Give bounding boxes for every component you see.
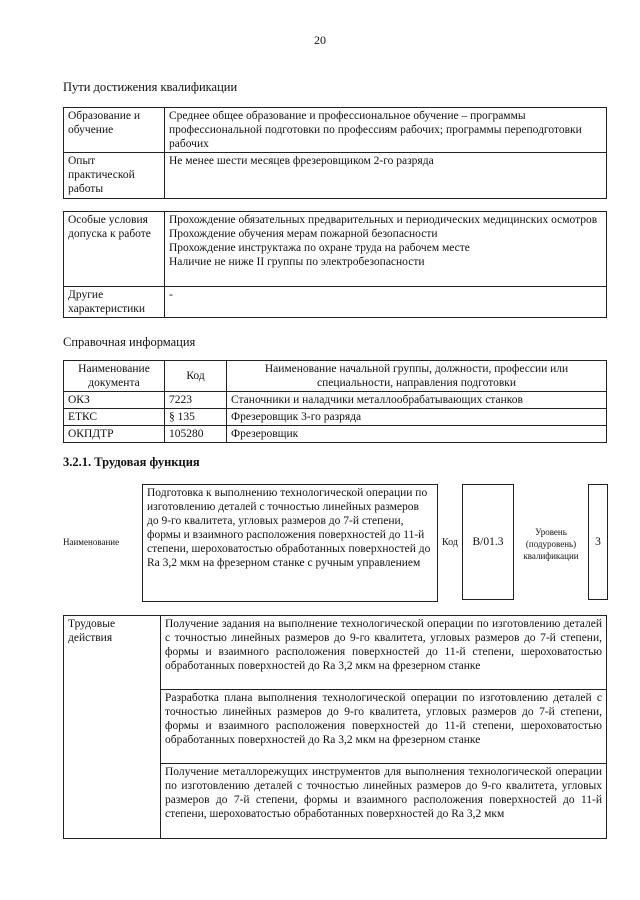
col-header-document: Наименование документа bbox=[64, 361, 165, 392]
ref-doc: ОКПДТР bbox=[64, 426, 165, 443]
table-row bbox=[64, 153, 607, 199]
labor-actions-table bbox=[63, 615, 607, 839]
education-label: Образование и обучение bbox=[64, 108, 165, 153]
ref-code: § 135 bbox=[165, 409, 227, 426]
reference-heading: Справочная информация bbox=[63, 335, 196, 349]
education-value: Среднее общее образование и профессиональное обучение – программы профессиональной подготовки по профессиям рабочих; программы переподготовки рабочих bbox=[165, 108, 607, 153]
table-row bbox=[64, 409, 607, 426]
level-box: 3 bbox=[588, 484, 608, 600]
other-characteristics-label: Другие характеристики bbox=[64, 287, 165, 318]
labor-function-heading: 3.2.1. Трудовая функция bbox=[63, 455, 200, 469]
table-row bbox=[64, 392, 607, 409]
ref-code: 7223 bbox=[165, 392, 227, 409]
condition-line: Наличие не ниже II группы по электробезопасности bbox=[169, 256, 425, 268]
special-conditions-value bbox=[165, 212, 607, 287]
labor-actions-label: Трудовые действия bbox=[64, 616, 161, 839]
admission-table bbox=[63, 211, 607, 318]
experience-value: Не менее шести месяцев фрезеровщиком 2-го разряда bbox=[165, 153, 607, 199]
table-row bbox=[64, 212, 607, 287]
condition-line: Прохождение инструктажа по охране труда на рабочем месте bbox=[169, 242, 470, 254]
ref-doc: ЕТКС bbox=[64, 409, 165, 426]
reference-table bbox=[63, 360, 607, 443]
table-header-row bbox=[64, 361, 607, 392]
table-row bbox=[64, 287, 607, 318]
code-label: Код bbox=[442, 537, 458, 548]
labor-action: Получение задания на выполнение технологической операции по изготовлению деталей с точностью линейных размеров до 9-го квалитета, угловых размеров до 7-й степени, формы и взаимного расположения поверхностей до 11-й степени, шероховатостью обработанных поверхностей до Ra 3,2 мкм на фрезерном станке bbox=[161, 616, 607, 690]
ref-name: Фрезеровщик bbox=[227, 426, 607, 443]
name-label: Наименование bbox=[63, 537, 120, 547]
page-number: 20 bbox=[314, 33, 326, 47]
qualification-paths-table bbox=[63, 107, 607, 199]
ref-doc: ОКЗ bbox=[64, 392, 165, 409]
table-row bbox=[64, 108, 607, 153]
ref-name: Фрезеровщик 3-го разряда bbox=[227, 409, 607, 426]
table-row bbox=[64, 616, 607, 690]
labor-action: Разработка плана выполнения технологической операции по изготовлению деталей с точностью линейных размеров до 9-го квалитета, угловых размеров до 7-й степени, формы и взаимного расположения поверхностей до 11-й степени, шероховатостью обработанных поверхностей до Ra 3,2 мкм на фрезерном станке bbox=[161, 690, 607, 764]
level-label: Уровень (подуровень) квалификации bbox=[523, 527, 579, 561]
qualification-paths-heading: Пути достижения квалификации bbox=[63, 80, 238, 94]
experience-label: Опыт практической работы bbox=[64, 153, 165, 199]
condition-line: Прохождение обучения мерам пожарной безопасности bbox=[169, 228, 438, 240]
condition-line: Прохождение обязательных предварительных и периодических медицинских осмотров bbox=[169, 214, 598, 226]
col-header-code: Код bbox=[165, 361, 227, 392]
function-code-box: B/01.3 bbox=[462, 484, 514, 600]
special-conditions-label: Особые условия допуска к работе bbox=[64, 212, 165, 287]
labor-action: Получение металлорежущих инструментов для выполнения технологической операции по изготовлению деталей с точностью линейных размеров до 9-го квалитета, угловых размеров до 7-й степени, формы и взаимного расположения поверхностей до 11-й степени, шероховатостью обработанных поверхностей до Ra 3,2 мкм bbox=[161, 764, 607, 839]
function-name-box: Подготовка к выполнению технологической операции по изготовлению деталей с точностью линейных размеров до 9-го квалитета, угловых размеров до 7-й степени, формы и взаимного расположения поверхностей до 11-й степени, шероховатостью обработанных поверхностей до Ra 3,2 мкм на фрезерном станке с ручным управлением bbox=[142, 484, 438, 602]
ref-code: 105280 bbox=[165, 426, 227, 443]
table-row bbox=[64, 426, 607, 443]
col-header-name: Наименование начальной группы, должности, профессии или специальности, направления подготовки bbox=[227, 361, 607, 392]
other-characteristics-value: - bbox=[165, 287, 607, 318]
ref-name: Станочники и наладчики металлообрабатывающих станков bbox=[227, 392, 607, 409]
